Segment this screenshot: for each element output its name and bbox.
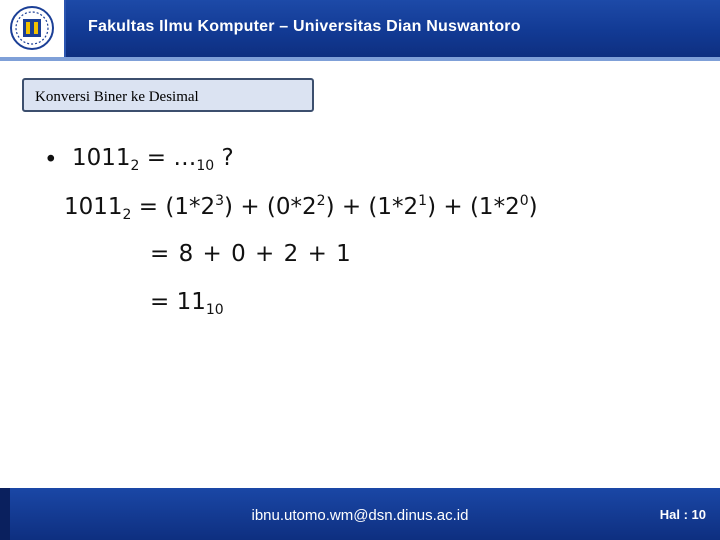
expansion-term: = (1*2 (131, 194, 216, 220)
bullet-icon: • (44, 147, 58, 173)
result-line (150, 289, 224, 318)
slide-subtitle: Konversi Biner ke Desimal (35, 89, 199, 105)
binary-base: 2 (130, 158, 140, 174)
exponent: 0 (519, 193, 529, 209)
expansion-term: ) + (0*2 (224, 194, 317, 220)
decimal-base: 10 (196, 158, 215, 174)
exponent: 3 (215, 193, 225, 209)
result-base: 10 (205, 302, 224, 318)
binary-base: 2 (122, 207, 132, 223)
expansion-term: ) + (1*2 (427, 194, 520, 220)
expansion-term: ) (528, 194, 538, 220)
equals-ellipsis: = … (139, 145, 197, 171)
binary-number: 1011 (64, 194, 123, 220)
page-number: Hal : 10 (659, 507, 706, 522)
footer-email[interactable]: ibnu.utomo.wm@dsn.dinus.ac.id (251, 507, 469, 524)
expansion-term: ) + (1*2 (325, 194, 419, 220)
page-title: Fakultas Ilmu Komputer – Universitas Dian Nuswantoro (88, 18, 521, 35)
university-logo-icon (9, 5, 55, 51)
question-line (72, 145, 234, 174)
binary-number: 1011 (72, 145, 131, 171)
exponent: 1 (418, 193, 428, 209)
subtitle-box (22, 78, 314, 112)
question-mark: ? (214, 145, 234, 171)
header-divider (0, 57, 720, 61)
logo-container (0, 0, 66, 57)
result-value: = 11 (150, 289, 206, 315)
expansion-line (64, 193, 538, 223)
sum-line: = 8 + 0 + 2 + 1 (150, 241, 351, 267)
exponent: 2 (316, 193, 326, 209)
